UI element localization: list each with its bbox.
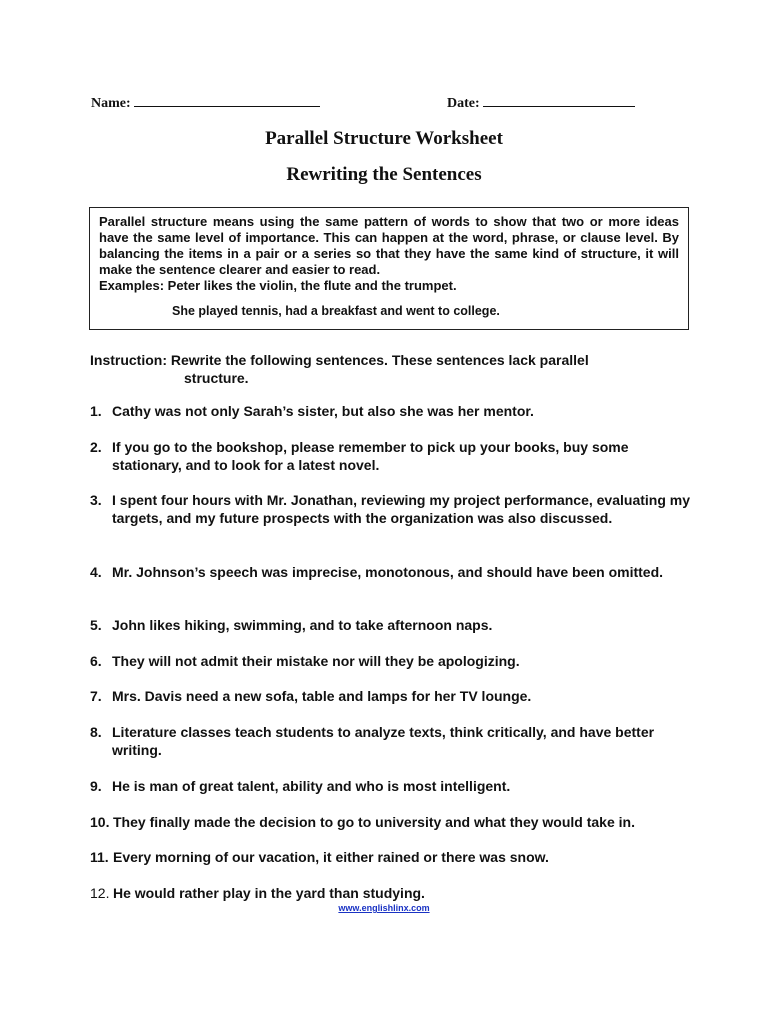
example-second: She played tennis, had a breakfast and went to college.	[172, 304, 500, 318]
question-item	[90, 884, 690, 902]
question-number: 12.	[90, 885, 110, 901]
question-text: They finally made the decision to go to university and what they would take in.	[113, 814, 635, 830]
question-item	[90, 848, 690, 866]
name-field	[91, 94, 320, 112]
question-number: 6.	[90, 653, 102, 669]
question-item	[90, 723, 690, 759]
question-text: He is man of great talent, ability and who is most intelligent.	[112, 778, 511, 794]
question-text: I spent four hours with Mr. Jonathan, reviewing my project performance, evaluating my targets, and my future prospects with the organization was also discussed.	[112, 492, 691, 526]
question-text: They will not admit their mistake nor will they be apologizing.	[112, 653, 520, 669]
question-item	[90, 777, 690, 795]
question-text: Mr. Johnson’s speech was imprecise, monotonous, and should have been omitted.	[112, 564, 664, 580]
question-number: 8.	[90, 724, 102, 740]
question-text: John likes hiking, swimming, and to take afternoon naps.	[112, 617, 493, 633]
website-link[interactable]: www.englishlinx.com	[338, 903, 430, 913]
question-number: 9.	[90, 778, 102, 794]
date-label: Date:	[447, 96, 480, 111]
question-item	[90, 438, 690, 474]
question-text: Mrs. Davis need a new sofa, table and lamps for her TV lounge.	[112, 688, 532, 704]
name-blank-line	[134, 94, 320, 107]
question-text: If you go to the bookshop, please remember to pick up your books, buy some stationary, and to look for a latest novel.	[112, 439, 629, 473]
question-item	[90, 491, 690, 527]
question-item	[90, 652, 690, 670]
worksheet-subtitle: Rewriting the Sentences	[286, 164, 482, 185]
instruction	[90, 351, 690, 387]
question-number: 1.	[90, 403, 102, 419]
question-text: Cathy was not only Sarah’s sister, but also she was her mentor.	[112, 403, 534, 419]
header-row	[0, 94, 768, 114]
instruction-line-2: structure.	[184, 370, 249, 386]
date-field	[447, 94, 635, 112]
question-item	[90, 616, 690, 634]
worksheet-title: Parallel Structure Worksheet	[265, 128, 503, 149]
question-item	[90, 813, 690, 831]
date-blank-line	[483, 94, 635, 107]
instruction-line-1: Instruction: Rewrite the following sentences. These sentences lack parallel	[90, 352, 589, 368]
question-item	[90, 563, 690, 581]
question-text: He would rather play in the yard than studying.	[113, 885, 425, 901]
question-number: 10.	[90, 814, 110, 830]
question-number: 11.	[90, 849, 109, 865]
question-number: 4.	[90, 564, 102, 580]
question-item	[90, 402, 690, 420]
question-text: Literature classes teach students to analyze texts, think critically, and have better writing.	[112, 724, 655, 758]
name-label: Name:	[91, 96, 131, 111]
question-number: 7.	[90, 688, 102, 704]
question-item	[90, 687, 690, 705]
question-text: Every morning of our vacation, it either rained or there was snow.	[113, 849, 549, 865]
question-number: 3.	[90, 492, 102, 508]
definition-box	[89, 207, 689, 330]
definition-text: Parallel structure means using the same pattern of words to show that two or more ideas have the same level of importance. This can happen at the word, phrase, or clause level. By balancing the items in a pair or a series so that they have the same kind of structure, it will make the sentence clearer and easier to read.	[99, 214, 679, 277]
question-number: 2.	[90, 439, 102, 455]
examples-line: Examples: Peter likes the violin, the flute and the trumpet.	[99, 278, 457, 293]
question-number: 5.	[90, 617, 102, 633]
